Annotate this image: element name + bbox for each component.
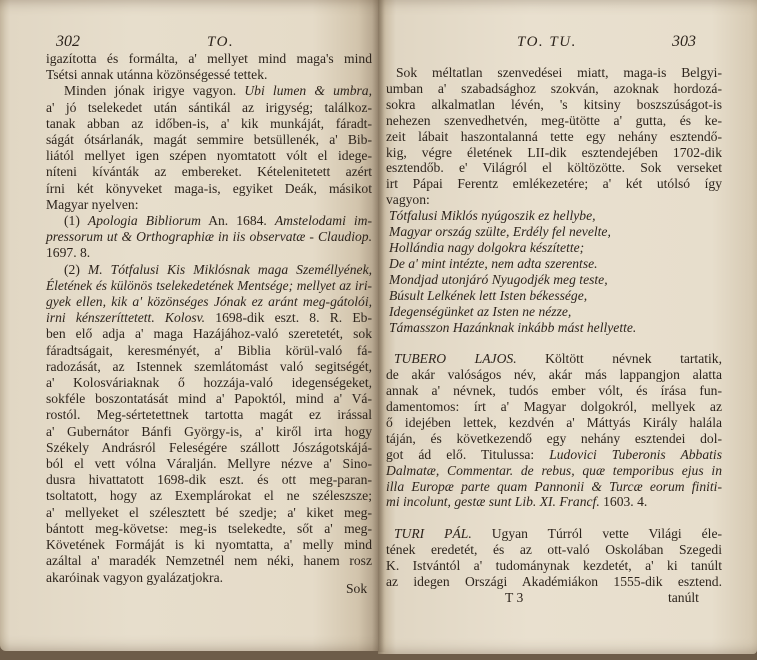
text-line: az idegen Országi Akadémiákon 1555-dik esztend.	[386, 573, 722, 589]
text-segment: (1)	[64, 213, 88, 229]
text-line: sokra alkalmatlan lévén, 's kitsiny boszszúságot-is	[386, 96, 722, 112]
right-page	[378, 0, 757, 654]
dictionary-entry	[386, 526, 722, 590]
text-segment: got ád elő. Titulussa:	[386, 446, 550, 462]
italic-segment: gyek ellen, kik a' közönséges Jónak ez aránt meg-gátolói,	[46, 294, 372, 310]
left-text-block	[46, 51, 372, 586]
catchword: Sok	[346, 581, 368, 596]
text-line	[46, 213, 372, 229]
text-line: Magyar ország szülte, Erdély fel nevelte,	[389, 224, 611, 240]
text-line: liától mellyet igen szépen nyomtatott vólt el idege-	[46, 148, 372, 164]
text-line: 1697. 8.	[46, 245, 91, 261]
text-line: radozását, az Istennek szemlátomást való segitségét,	[46, 358, 372, 374]
text-line: akaróinak vagyon gyalázatjokra.	[46, 569, 224, 585]
text-line	[46, 278, 372, 294]
text-line: vagyon:	[386, 192, 430, 208]
italic-segment: Dalmatæ, Commentar. de rebus, quæ temporibus ejus in	[386, 462, 722, 478]
text-segment: Minden jónak irigye vagyon.	[64, 83, 245, 99]
text-line: sokféle boszontatását mind a' Papoktól, mind a' Vá-	[46, 391, 372, 407]
paragraph	[46, 262, 372, 586]
text-line	[386, 479, 722, 495]
italic-segment: Életének és különös tselekedetének Mentsége; mellyet az iri-	[46, 277, 372, 293]
text-line: táján, és következendő egy nehány esztendei dol-	[386, 430, 722, 446]
paragraph	[46, 51, 372, 83]
text-line	[46, 83, 372, 99]
text-segment: 1603. 4.	[599, 494, 648, 510]
text-segment: Költött névnek tartatik,	[516, 351, 722, 367]
text-line: ságát ótsárlanák, magát semmire betsüllenék, a' Bib-	[46, 132, 372, 148]
dictionary-entry	[386, 351, 722, 510]
text-line: kig, végre életének LII-dik esztendejében 1702-dik	[386, 144, 722, 160]
running-head: TO. TU.	[517, 34, 577, 50]
text-segment: (2)	[64, 261, 88, 277]
text-line	[46, 229, 372, 245]
text-line: Székely Andrásról Feleségére szállott Jószágotskájá-	[46, 439, 372, 455]
text-line	[386, 351, 722, 367]
page-number: 302	[56, 33, 80, 50]
text-line: níteni kívánták az embereket. Kételenitetett azért	[46, 164, 372, 180]
text-line: a' mellyeket el szélesztett bé szedje; a' kiket meg-	[46, 504, 372, 520]
text-line: Magyar nyelven:	[46, 196, 139, 212]
text-line: Mondjad utonjáró Nyugodjék meg teste,	[389, 271, 608, 287]
text-line	[46, 262, 372, 278]
paragraph	[46, 213, 372, 262]
text-segment: 1698-dik eszt. 8. R. Eb-	[205, 310, 372, 326]
text-line: a' Kolosváriaknak ő hozzája-való idegenségeket,	[46, 375, 372, 391]
text-line: nehezen szenvedhetvén, meg-ütötte a' gutta, és ke-	[386, 112, 722, 128]
paragraph	[46, 83, 372, 213]
text-line: a' Gubernátor Bánfi György-is, a' kiről irta hogy	[46, 423, 372, 439]
text-line: Idegenségünket az Isten ne nézze,	[389, 303, 572, 319]
text-line: dusra hivattatott 1698-dik eszt. és ott meg-paran-	[46, 472, 372, 488]
italic-segment: illa Europæ parte quam Pannonii & Turcæ eorum finiti-	[386, 478, 722, 494]
text-line: Sok méltatlan szenvedései miatt, maga-is Belgyi-	[396, 65, 722, 80]
text-line: ben elő adja a' maga Hazájához-való szeretetét, sok	[46, 326, 372, 342]
text-line	[386, 526, 722, 542]
italic-segment: Ubi lumen & umbra,	[244, 83, 372, 99]
text-line: irt Pápai Ferentz emlékezetére; a' két utólsó így	[386, 176, 722, 192]
text-line: ból el vett vólna Váralján. Mellyre nézve a' Sino-	[46, 456, 372, 472]
italic-segment: TURI PÁL.	[394, 526, 472, 542]
text-line	[386, 447, 722, 463]
text-line: ő idejében lettek, kezdvén a' Máttyás Király halála	[386, 414, 722, 430]
text-line: damentomos: írt a' Magyar dolgokról, mellyek az	[386, 399, 722, 415]
running-head: TO.	[207, 34, 235, 50]
italic-segment: M. Tótfalusi Kis Miklósnak maga Személlyének,	[87, 261, 373, 277]
catchword: tanúlt	[668, 590, 699, 605]
text-line: azáltal a' maradék Nemzetnél nem néki, hanem rosz	[46, 553, 372, 569]
poem	[386, 208, 722, 335]
text-line: Támasszon Hazánknak inkább mást hellyette.	[389, 319, 637, 335]
italic-segment: Apologia Bibliorum	[87, 213, 201, 229]
text-line: tanak abban az időben-is, a' kik munkáját, fáradt-	[46, 115, 372, 131]
text-line: tének eredetét, és az ott-való Oskolában Szegedi	[386, 542, 722, 558]
text-line: umban a' szabadsághoz szokván, azoknak hordozá-	[386, 80, 722, 96]
text-line	[46, 294, 372, 310]
text-line: Búsult Lelkének lett Isten békessége,	[389, 287, 588, 303]
right-text-block	[386, 65, 722, 590]
italic-segment: Ludovici Tuberonis Abbatis	[549, 446, 722, 462]
text-line: De a' mint intézte, nem adta szerentse.	[389, 255, 598, 271]
left-page	[0, 0, 381, 651]
text-line: de akár valóságos név, akár más lappangjon alatta	[386, 367, 722, 383]
text-line	[46, 310, 372, 326]
italic-segment: Amstelodami im-	[274, 213, 372, 229]
text-line: annak a' névnek, tudós ember vólt, és írása fun-	[386, 383, 722, 399]
text-segment: Ugyan Túrról vette Világi éle-	[471, 526, 723, 542]
text-line: Tsétsi annak utánna közönségessé tettek.	[46, 67, 268, 83]
text-line: tsoltatott, hogy az Exemplárokat el ne széleszsze;	[46, 488, 372, 504]
text-line: Tótfalusi Miklós nyúgoszik ez hellybe,	[389, 208, 596, 224]
italic-segment: irni kénszeríttetett. Kolosv.	[46, 310, 206, 326]
page-number: 303	[672, 33, 696, 50]
text-line: rostól. Meg-sértetettnek tartotta magát ez irással	[46, 407, 372, 423]
text-line: írni két könyveket maga-is, egyiket Deák, másikot	[46, 180, 372, 196]
text-line	[386, 494, 722, 510]
text-line	[386, 463, 722, 479]
text-line: esztendőb. e' Világról el költözötte. Sok verseket	[386, 160, 722, 176]
text-line: Követének Formáját is ki nyomtatta, a' melly mind	[46, 537, 372, 553]
text-segment: An. 1684.	[200, 213, 275, 229]
paragraph	[386, 65, 722, 208]
text-line: fáradtságait, keresményét, a' Biblia körül-való fá-	[46, 342, 372, 358]
text-line: K. Istvántól a' tudománynak kezdetét, a' ki tanúlt	[386, 558, 722, 574]
italic-segment: mi incolunt, gestæ sunt Lib. XI. Francf.	[386, 494, 600, 510]
gutter-shadow	[372, 0, 386, 652]
text-line: Hollándia nagy dolgokra készítette;	[389, 239, 585, 255]
text-line: bántott meg-követse: meg-is tselekedte, sőt a' meg-	[46, 520, 372, 536]
signature-mark: T 3	[505, 590, 524, 605]
italic-segment: TUBERO LAJOS.	[394, 351, 517, 367]
italic-segment: pressorum ut & Orthographiæ in iis observatæ - Claudiop.	[46, 229, 372, 245]
text-line: igazította és formálta, a' mellyet mind maga's mind	[46, 51, 372, 66]
text-line: zeit lábait haszontalanná tette egy nehány esztendő-	[386, 128, 722, 144]
text-line: a' jó tselekedet után sántikál az irigység; találkoz-	[46, 99, 372, 115]
